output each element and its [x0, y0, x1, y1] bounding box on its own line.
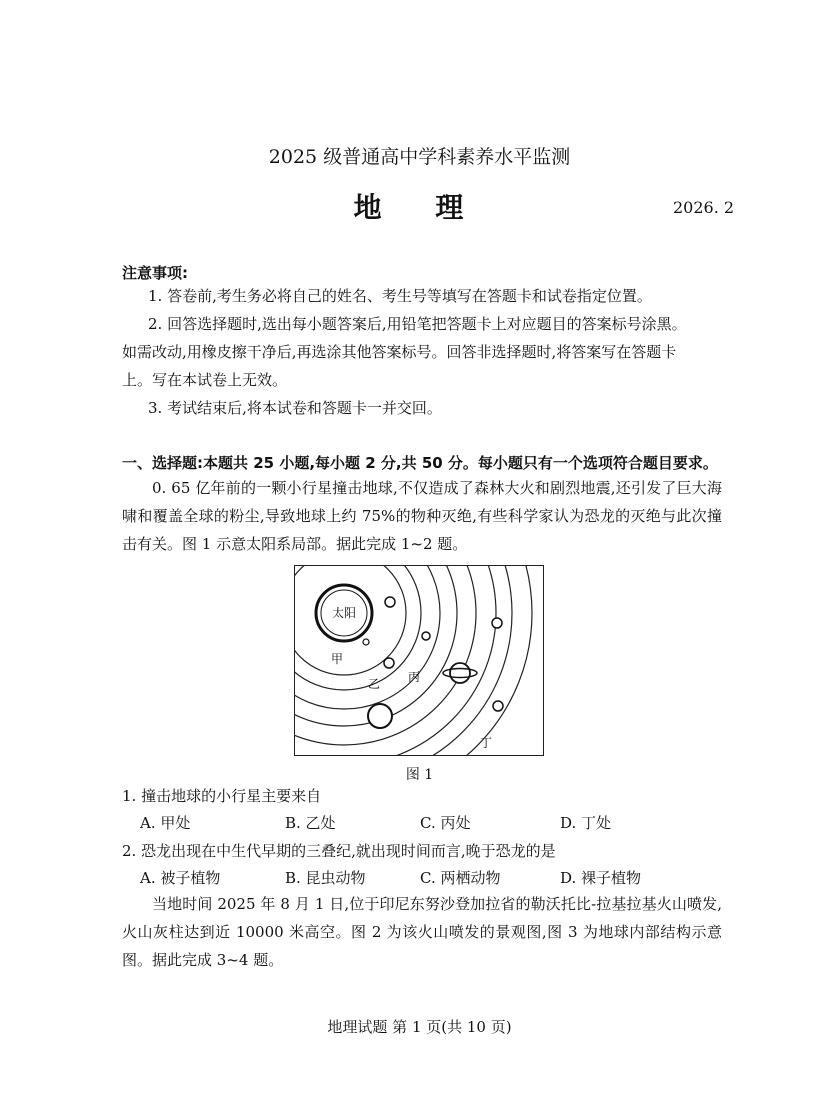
notice-item-2-line-3: 上。写在本试卷上无效。 [122, 371, 288, 389]
question-2-stem: 2. 恐龙出现在中生代早期的三叠纪,就出现时间而言,晚于恐龙的是 [122, 842, 556, 860]
exam-date: 2026. 2 [673, 198, 735, 217]
section-heading: 一、选择题:本题共 25 小题,每小题 2 分,共 50 分。每小题只有一个选项符合题目要求。 [122, 454, 718, 472]
planet-neptune [493, 701, 503, 711]
label-bing: 丙 [408, 670, 421, 684]
q1-option-c: C. 丙处 [420, 814, 471, 832]
figure-caption: 图 1 [405, 767, 434, 783]
q1-option-b: B. 乙处 [285, 814, 336, 832]
label-yi: 乙 [368, 677, 381, 691]
q2-option-d: D. 裸子植物 [560, 869, 642, 887]
page-footer: 地理试题 第 1 页(共 10 页) [327, 1018, 512, 1036]
notice-item-2-line-2: 如需改动,用橡皮擦干净后,再选涂其他答案标号。回答非选择题时,将答案写在答题卡 [122, 343, 677, 361]
intro-paragraph: 0. 65 亿年前的一颗小行星撞击地球,不仅造成了森林大火和剧烈地震,还引发了巨大海啸和覆盖全球的粉尘,导致地球上约 75%的物种灭绝,有些科学家认为恐龙的灭绝与此次撞击有关。图 1 示意太阳系局部。据此完成 1~2 题。 [122, 479, 722, 553]
q1-option-d: D. 丁处 [560, 814, 612, 832]
notice-heading: 注意事项: [122, 264, 188, 282]
sun-label: 太阳 [331, 606, 357, 620]
planet-venus [385, 597, 395, 607]
q1-option-a: A. 甲处 [140, 814, 191, 832]
planet-jupiter [368, 704, 392, 728]
q2-option-c: C. 两栖动物 [420, 869, 501, 887]
notice-item-2-line-1: 2. 回答选择题时,选出每小题答案后,用铅笔把答题卡上对应题目的答案标号涂黑。 [148, 315, 687, 333]
label-ding: 丁 [480, 736, 493, 750]
notice-item-3: 3. 考试结束后,将本试卷和答题卡一并交回。 [148, 399, 442, 417]
notice-item-1: 1. 答卷前,考生务必将自己的姓名、考生号等填写在答题卡和试卷指定位置。 [148, 287, 652, 305]
planet-earth [422, 632, 430, 640]
planet-saturn [450, 663, 470, 683]
exam-title: 2025 级普通高中学科素养水平监测 [268, 146, 571, 168]
passage-2: 当地时间 2025 年 8 月 1 日,位于印尼东努沙登加拉省的勒沃托比-拉基拉基火山喷发,火山灰柱达到近 10000 米高空。图 2 为该火山喷发的景观图,图 3 为地球内部结构示意图。据此完成 3~4 题。 [122, 895, 722, 969]
planet-uranus [492, 618, 502, 628]
q2-option-b: B. 昆虫动物 [285, 869, 366, 887]
solar-system-figure [294, 565, 544, 756]
label-jia: 甲 [331, 652, 344, 666]
planet-mars [384, 658, 394, 668]
q2-option-a: A. 被子植物 [140, 869, 221, 887]
subject-title: 地 理 [353, 191, 486, 224]
planet-mercury [363, 639, 369, 645]
question-1-stem: 1. 撞击地球的小行星主要来自 [122, 787, 322, 805]
